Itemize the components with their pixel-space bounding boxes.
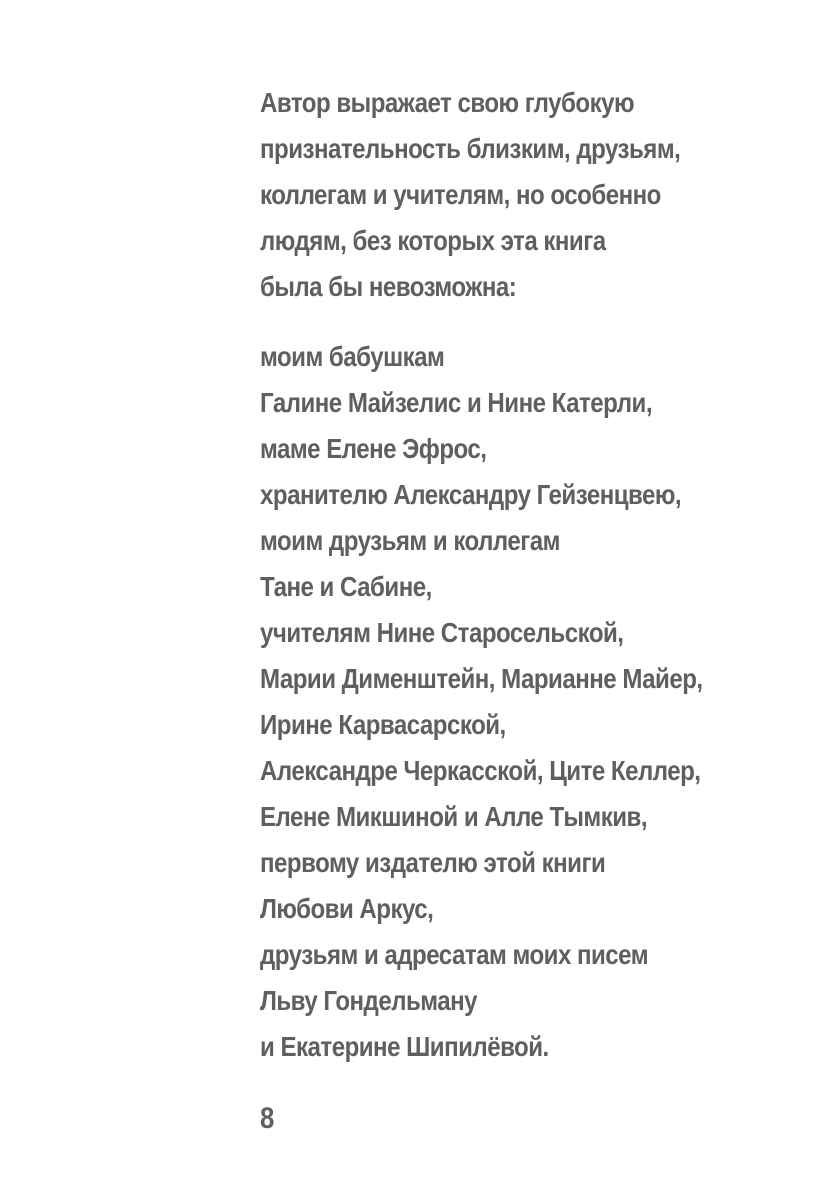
names-line: Льву Гондельману bbox=[260, 985, 478, 1016]
page-number: 8 bbox=[260, 1102, 275, 1135]
names-line: Ирине Карвасарской, bbox=[260, 709, 506, 740]
intro-line: Автор выражает свою глубокую bbox=[260, 87, 635, 118]
names-line: Любови Аркус, bbox=[260, 893, 434, 924]
names-line: Тане и Сабине, bbox=[260, 571, 432, 602]
names-line: первому издателю этой книги bbox=[260, 847, 606, 878]
names-line: Марии Дименштейн, Марианне Майер, bbox=[260, 663, 703, 694]
names-line: Александре Черкасской, Ците Келлер, bbox=[260, 755, 701, 786]
names-line: моим друзьям и коллегам bbox=[260, 525, 560, 556]
names-line: моим бабушкам bbox=[260, 341, 445, 372]
names-paragraph bbox=[260, 334, 820, 1070]
names-line: хранителю Александру Гейзенцвею, bbox=[260, 479, 682, 510]
intro-line: была бы невозможна: bbox=[260, 271, 517, 302]
intro-line: людям, без которых эта книга bbox=[260, 225, 606, 256]
intro-paragraph bbox=[260, 80, 820, 310]
names-line: Елене Микшиной и Алле Тымкив, bbox=[260, 801, 647, 832]
intro-line: признательность близким, друзьям, bbox=[260, 133, 681, 164]
intro-line: коллегам и учителям, но особенно bbox=[260, 179, 661, 210]
names-line: и Екатерине Шипилёвой. bbox=[260, 1031, 549, 1062]
names-line: друзьям и адресатам моих писем bbox=[260, 939, 649, 970]
paragraph-gap bbox=[260, 310, 820, 334]
names-line: учителям Нине Старосельской, bbox=[260, 617, 624, 648]
names-line: Галине Майзелис и Нине Катерли, bbox=[260, 387, 653, 418]
names-line: маме Елене Эфрос, bbox=[260, 433, 487, 464]
acknowledgements-text bbox=[260, 80, 820, 1070]
